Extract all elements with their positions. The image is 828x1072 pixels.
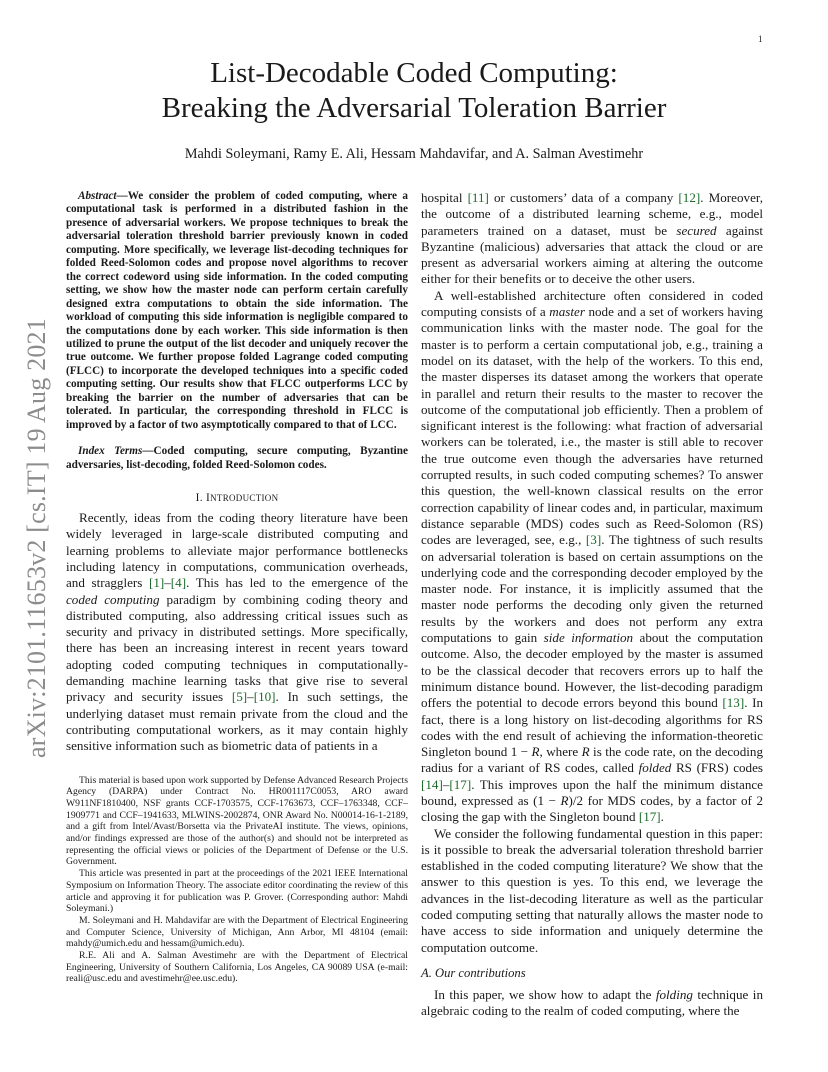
footnote-funding: This material is based upon work supported by Defense Advanced Research Projects Agency (DARPA) under Contract No. HR001117C0053, ARO award W911NF1810400, NSF grants CCF-1703575, CCF-1763673, CCF–1763348, CCF–1909771 and CCF–1941633, MLWINS-2002874, ONR Award No. N00014-16-1-2189, and a gift from Intel/Avast/Borsetta via the PrivateAI institute. The views, opinions, and/or findings expressed are those of the author(s) and should not be interpreted as representing the official views or policies of the Department of Defense or the U.S. Government. [66, 774, 408, 868]
intro-paragraph-1-continued: hospital [11] or customers’ data of a company [12]. Moreover, the outcome of a distributed learning scheme, e.g., model parameters trained on a dataset, must be secured against Byzantine (malicious) adversaries that attack the cloud or are present as adversarial workers aiming at altering the outcome either for their benefits or to deceive the other users. [421, 190, 763, 287]
abstract-lead: Abstract [78, 190, 117, 202]
citation-link[interactable]: [1] [148, 575, 165, 591]
index-terms-lead: Index Terms [78, 445, 143, 458]
footnote-affiliation-umich: M. Soleymani and H. Mahdavifar are with the Department of Electrical Engineering and Computer Science, University of Michigan, Ann Arbor, MI 48104 (email: mahdy@umich.edu and hessam@umich.edu). [66, 914, 408, 950]
citation-link[interactable]: [14] [421, 776, 443, 792]
page-number: 1 [758, 34, 763, 44]
intro-paragraph-1: Recently, ideas from the coding theory literature have been widely leveraged in large-scale distributed computing and learning problems to alleviate major performance bottlenecks including latency in computations, communication overheads, and stragglers [1]–[4]. This has led to the emergence of the coded computing paradigm by combining coding theory and distributed computing, also addressing critical issues such as security and privacy in distributed settings. More specifically, there has been an increasing interest in recent years toward adopting coded computing techniques in computationally-demanding machine learning tasks that give rise to several privacy and security issues [5]–[10]. In such settings, the underlying dataset must remain private from the cloud and the contributing computational workers, as it may contain highly sensitive information such as biometric data of patients in a [66, 510, 409, 754]
section-heading-introduction: I. INTRODUCTION [195, 492, 279, 505]
left-column [66, 190, 408, 985]
citation-link[interactable]: [17] [638, 809, 661, 825]
index-terms-text: —Coded computing, secure computing, Byzantine adversaries, list-decoding, folded Reed-Solomon codes. [66, 445, 408, 471]
citation-link[interactable]: [3] [585, 532, 602, 548]
citation-link[interactable]: [11] [467, 190, 489, 205]
intro-paragraph-2: A well-established architecture often considered in coded computing consists of a master node and a set of workers having communication links with the master node. The goal for the master is to perform a certain computational job, e.g., training a model on its dataset, with the help of the workers. To this end, the master disperses its dataset among the workers that operate in parallel and return their results to the master to recover the outcome of the computational job efficiently. Then a problem of significant interest is the following: what fraction of adversarial workers can be tolerated, i.e., the master is still able to recover the true outcome even though the adversaries have returned corrupted results, in such coded computing schemes? To answer this question, the well-known classical results on the error correction capability of linear codes and, in particular, maximum distance separable (MDS) codes such as Reed-Solomon (RS) codes are leveraged, see, e.g., [3]. The tightness of such results on adversarial toleration is based on certain assumptions on the underlying code and the corresponding decoder employed by the master node. For instance, it is implicitly assumed that the master node performs the decoding only given the returned results by the workers and does not perform any extra computations to gain side information about the computation outcome. Also, the decoder employed by the master is assumed to be the classical decoder that recovers errors up to half the minimum distance bound. However, the list-decoding paradigm offers the potential to decode errors beyond this bound [13]. In fact, there is a long history on list-decoding algorithms for RS codes with the end result of achieving the information-theoretic Singleton bound 1 − R, where R is the code rate, on the decoding radius for a variant of RS codes, called folded RS (FRS) codes [14]–[17]. This improves upon the half the minimum distance bound, expressed as (1 − R)/2 for MDS codes, by a factor of 2 closing the gap with the Singleton bound [17]. [421, 287, 764, 825]
arxiv-identifier-stamp: arXiv:2101.11653v2 [cs.IT] 19 Aug 2021 [22, 318, 51, 758]
citation-link[interactable]: [4] [170, 575, 187, 591]
author-list: Mahdi Soleymani, Ramy E. Ali, Hessam Mahdavifar, and A. Salman Avestimehr [184, 146, 644, 162]
footnote-affiliation-usc: R.E. Ali and A. Salman Avestimehr are with the Department of Electrical Engineering, University of Southern California, Los Angeles, CA 90089 USA (e-mail: reali@usc.edu and avestimehr@ee.usc.edu). [66, 950, 408, 985]
citation-link[interactable]: [10] [253, 689, 276, 705]
citation-link[interactable]: [12] [678, 190, 701, 205]
paper-title [60, 56, 768, 126]
title-line-2: Breaking the Adversarial Toleration Barrier [161, 92, 667, 124]
footnotes [66, 775, 408, 986]
citation-link[interactable]: [5] [231, 689, 248, 705]
abstract [66, 190, 408, 432]
contributions-paragraph-1: In this paper, we show how to adapt the folding technique in algebraic coding to the realm of coded computing, where the [421, 986, 763, 1019]
citation-link[interactable]: [13] [722, 695, 745, 711]
intro-paragraph-3: We consider the following fundamental question in this paper: is it possible to break the adversarial toleration threshold barrier established in the coded computing literature? We show that the answer to this question is yes. To this end, we leverage the advances in the list-decoding literature as well as the particular coded computing setting that naturally allows the master node to have access to side information and uniquely determine the computation outcome. [421, 825, 763, 955]
footnote-conference: This article was presented in part at the proceedings of the 2021 IEEE International Symposium on Information Theory. The associate editor coordinating the review of this article and approving it for publication was P. Grover. (Corresponding author: Mahdi Soleymani.) [66, 868, 408, 915]
abstract-text: —We consider the problem of coded computing, where a computational task is performed in a distributed fashion in the presence of adversarial workers. We propose techniques to break the adversarial toleration threshold barrier previously known in coded computing. More specifically, we leverage list-decoding techniques for folded Reed-Solomon codes and propose novel algorithms to recover the correct codeword using side information. In the coded computing setting, we show how the master node can perform certain carefully designed extra computations to obtain the side information. The workload of computing this side information is negligible compared to the computations done by each worker. This side information is then utilized to prune the output of the list decoder and uniquely recover the true outcome. We further propose folded Lagrange coded computing (FLCC) to incorporate the developed techniques into a specific coded computing setting. Our results show that FLCC outperforms LCC by breaking the barrier on the number of adversaries that can be tolerated. In particular, the corresponding threshold in FLCC is improved by a factor of two asymptotically compared to that of LCC. [66, 190, 408, 431]
citation-link[interactable]: [17] [449, 776, 472, 792]
index-terms [66, 445, 408, 472]
title-line-1: List-Decodable Coded Computing: [210, 57, 618, 89]
subsection-heading-contributions: A. Our contributions [421, 965, 526, 980]
right-column [421, 190, 763, 1020]
